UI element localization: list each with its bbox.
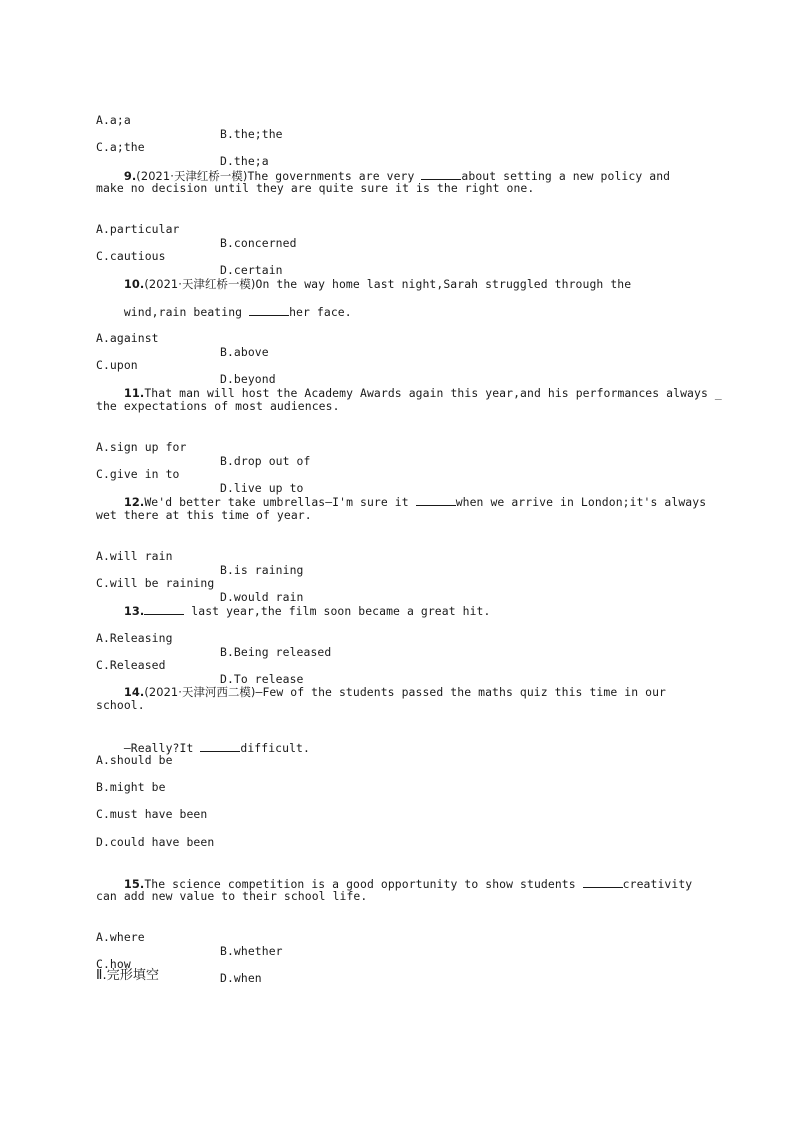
- q15-option-b: B.whether: [220, 944, 283, 958]
- q13-blank: [144, 603, 184, 615]
- q10-option-b: B.above: [220, 345, 269, 359]
- q8-option-a: A.a;a: [96, 113, 131, 127]
- q14-text-a: —Really?It: [123, 741, 201, 755]
- q8-option-b: B.the;the: [220, 127, 283, 141]
- q14-option-b: B.might be: [96, 780, 166, 794]
- q10-text: On the way home last night,Sarah struggled through the: [255, 277, 632, 291]
- q14-option-d: D.could have been: [96, 835, 215, 849]
- q8-option-d: D.the;a: [220, 154, 269, 168]
- q13-option-d: D.To release: [220, 672, 304, 686]
- q11-stem-line2: the expectations of most audiences.: [96, 399, 340, 413]
- q9-option-a: A.particular: [96, 222, 180, 236]
- q11-option-a: A.sign up for: [96, 440, 187, 454]
- q10-text-a: wind,rain beating: [123, 305, 250, 319]
- q15-number: 15.: [123, 877, 145, 891]
- q10-text-b: her face.: [289, 305, 352, 319]
- q10-option-c: C.upon: [96, 358, 138, 372]
- q15-option-a: A.where: [96, 930, 145, 944]
- q10-option-d: D.beyond: [220, 372, 276, 386]
- q10-option-a: A.against: [96, 331, 159, 345]
- q15-blank: [583, 876, 623, 888]
- q9-option-b: B.concerned: [220, 236, 297, 250]
- q11-number: 11.: [123, 386, 145, 400]
- q14-text-b: difficult.: [240, 741, 310, 755]
- q12-option-a: A.will rain: [96, 549, 173, 563]
- q12-blank: [416, 494, 456, 506]
- q15-text-a: The science competition is a good opportunity to show students: [144, 877, 583, 891]
- q13-stem-line1: [96, 589, 490, 632]
- q10-blank: [249, 304, 289, 316]
- q13-option-a: A.Releasing: [96, 631, 173, 645]
- q13-number: 13.: [123, 604, 145, 618]
- q12-option-c: C.will be raining: [96, 576, 215, 590]
- q9-number: 9.: [123, 169, 137, 183]
- q10-stem-line2: [96, 290, 352, 333]
- q14-source: (2021·天津河西二模): [144, 685, 256, 699]
- q11-option-c: C.give in to: [96, 467, 180, 481]
- q11-text: That man will host the Academy Awards again this year,and his performances always _: [144, 386, 722, 400]
- q15-text-b: creativity: [622, 877, 693, 891]
- q13-option-b: B.Being released: [220, 645, 332, 659]
- q14-number: 14.: [123, 685, 145, 699]
- q11-option-b: B.drop out of: [220, 454, 311, 468]
- q13-option-c: C.Released: [96, 658, 166, 672]
- q9-source: (2021·天津红桥一模): [136, 169, 248, 183]
- q12-stem-line2: wet there at this time of year.: [96, 508, 312, 522]
- q14-option-c: C.must have been: [96, 807, 208, 821]
- q12-text-b: when we arrive in London;it's always: [455, 495, 707, 509]
- q14-stem-line2: school.: [96, 698, 145, 712]
- q12-option-d: D.would rain: [220, 590, 304, 604]
- section-heading: Ⅱ.完形填空: [96, 968, 160, 983]
- q12-number: 12.: [123, 495, 145, 509]
- q14-text: —Few of the students passed the maths quiz this time in our: [255, 685, 666, 699]
- q9-blank: [421, 168, 461, 180]
- q15-option-c: C.how: [96, 957, 131, 971]
- q14-option-a: A.should be: [96, 753, 173, 767]
- q13-text: last year,the film soon became a great hit.: [184, 604, 491, 618]
- q11-option-d: D.live up to: [220, 481, 304, 495]
- q15-option-d: D.when: [220, 971, 262, 985]
- q9-text-a: The governments are very: [247, 169, 422, 183]
- q15-stem-line2: can add new value to their school life.: [96, 889, 368, 903]
- q9-option-d: D.certain: [220, 263, 283, 277]
- q14-stem-line1: [96, 671, 666, 713]
- q10-source: (2021·天津红桥一模): [144, 277, 256, 291]
- q12-text-a: We'd better take umbrellas—I'm sure it: [144, 495, 416, 509]
- q10-number: 10.: [123, 277, 145, 291]
- q14-blank: [200, 740, 240, 752]
- q8-option-c: C.a;the: [96, 140, 145, 154]
- q9-stem-line2: make no decision until they are quite sure it is the right one.: [96, 181, 535, 195]
- q12-option-b: B.is raining: [220, 563, 304, 577]
- q9-option-c: C.cautious: [96, 249, 166, 263]
- q9-text-b: about setting a new policy and: [461, 169, 671, 183]
